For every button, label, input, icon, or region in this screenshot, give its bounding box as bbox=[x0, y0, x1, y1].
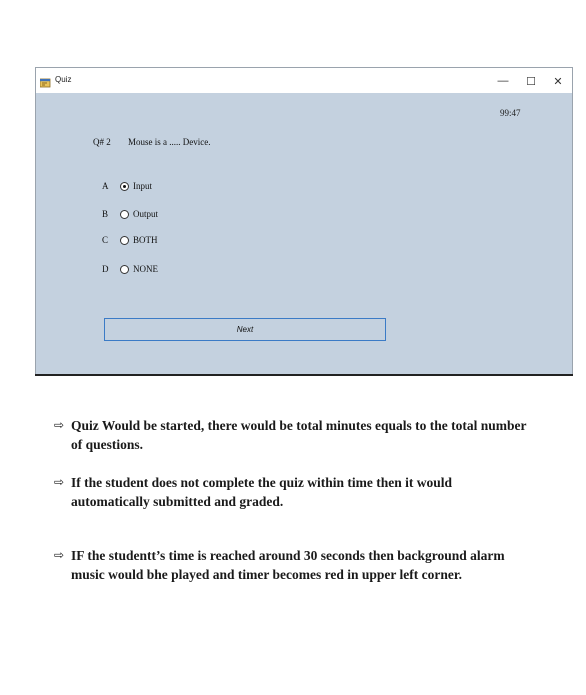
timer-label: 99:47 bbox=[500, 108, 521, 118]
maximize-icon[interactable]: ☐ bbox=[526, 75, 536, 88]
window-title: Quiz bbox=[55, 75, 72, 84]
option-letter: A bbox=[102, 181, 109, 191]
radio-button[interactable] bbox=[120, 265, 129, 274]
option-label: BOTH bbox=[133, 235, 158, 245]
option-label: Output bbox=[133, 209, 159, 219]
question-text: Mouse is a ..... Device. bbox=[128, 137, 211, 147]
note-item bbox=[54, 416, 534, 454]
option-label: NONE bbox=[133, 264, 158, 274]
note-text: If the student does not complete the quiz within time then it would automatically submitted and graded. bbox=[71, 475, 453, 509]
close-icon[interactable]: ✕ bbox=[553, 75, 563, 88]
option-letter: B bbox=[102, 209, 109, 219]
note-text: IF the studentt’s time is reached around 30 seconds then background alarm music would bhe played and timer becomes red in upper left corner. bbox=[71, 548, 505, 582]
radio-button[interactable] bbox=[120, 210, 129, 219]
note-item bbox=[54, 546, 534, 584]
quiz-window bbox=[35, 67, 573, 375]
arrow-right-icon: ⇨ bbox=[54, 418, 65, 432]
question-number: Q# 2 bbox=[93, 137, 111, 147]
option-label: Input bbox=[133, 181, 152, 191]
radio-button[interactable] bbox=[120, 236, 129, 245]
notes-list bbox=[54, 416, 534, 584]
quiz-client-area bbox=[36, 93, 572, 374]
radio-button-checked[interactable] bbox=[120, 182, 129, 191]
arrow-right-icon: ⇨ bbox=[54, 548, 65, 562]
arrow-right-icon: ⇨ bbox=[54, 475, 65, 489]
note-item bbox=[54, 473, 534, 511]
note-text: Quiz Would be started, there would be total minutes equals to the total number of questions. bbox=[71, 418, 527, 452]
title-bar bbox=[36, 68, 572, 93]
window-bottom-edge bbox=[35, 374, 573, 376]
next-button[interactable]: Next bbox=[104, 318, 386, 341]
form-app-icon bbox=[40, 75, 51, 85]
minimize-icon[interactable]: — bbox=[497, 75, 509, 87]
option-letter: D bbox=[102, 264, 109, 274]
option-letter: C bbox=[102, 235, 109, 245]
